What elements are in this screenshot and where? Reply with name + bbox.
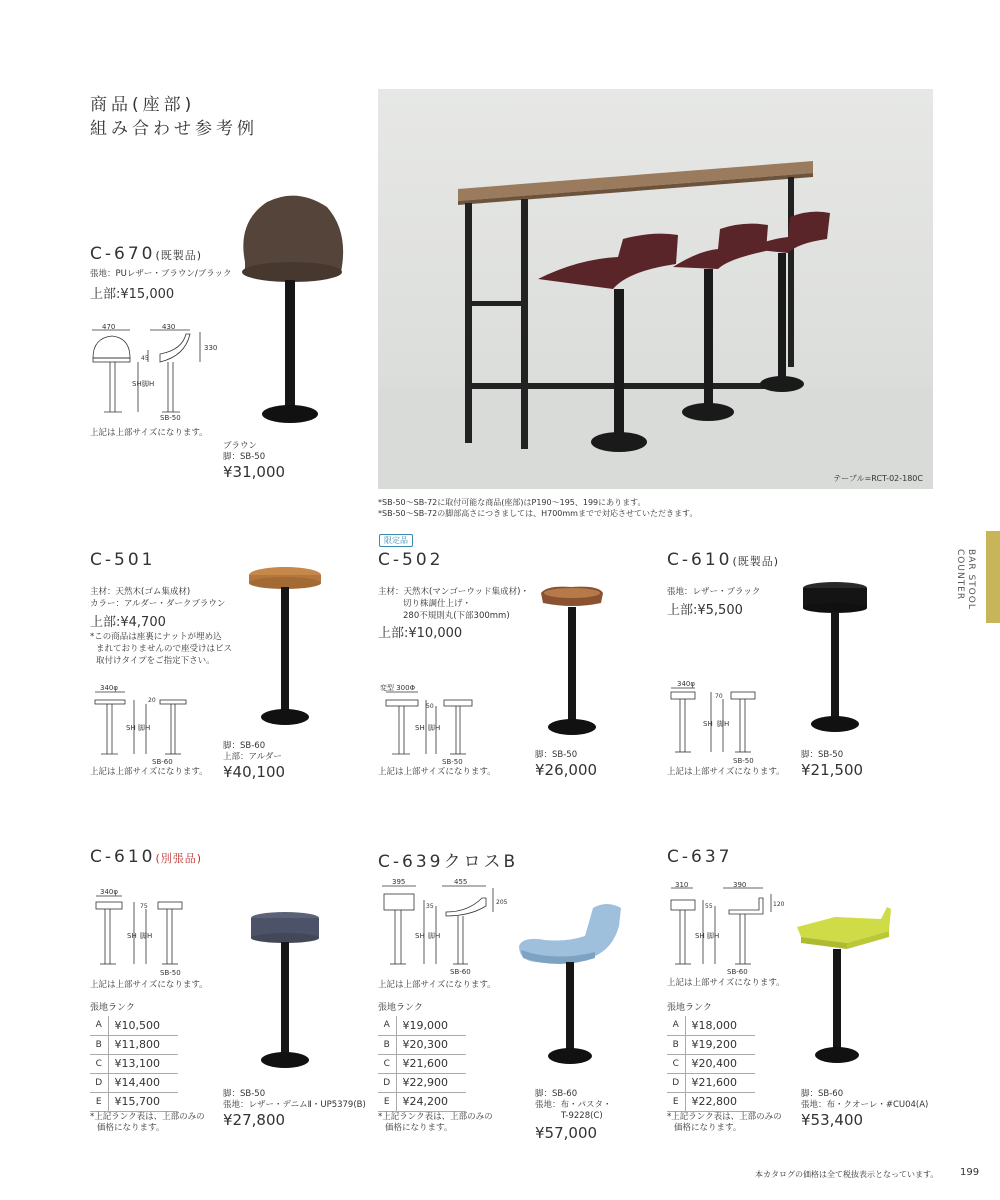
c610-dim-seat: 70 bbox=[715, 693, 723, 700]
c501-diagram-note: 上記は上部サイズになります。 bbox=[90, 767, 208, 777]
c637-product-image bbox=[795, 905, 895, 1079]
table-row: A ¥19,000 bbox=[378, 1016, 466, 1035]
c637-dim-w1: 310 bbox=[675, 881, 689, 889]
c610b-leg: 脚：SB-50 bbox=[223, 1089, 266, 1099]
c637-dim-seat: 55 bbox=[705, 903, 713, 910]
c501-dim-base: SB-60 bbox=[152, 758, 173, 765]
c610-diagram bbox=[667, 676, 767, 764]
c637-dim-h: 120 bbox=[773, 901, 785, 908]
c639-dim-sh: SH bbox=[415, 932, 425, 940]
c502-dim-leg: 脚H bbox=[428, 724, 441, 732]
footer-tax-note: 本カタログの価格は全て税抜表示となっています。 bbox=[755, 1170, 939, 1179]
c501-dim-sh: SH bbox=[126, 724, 136, 732]
c639-dim-base: SB-60 bbox=[450, 968, 471, 976]
c637-dim-sh: SH bbox=[695, 932, 705, 940]
c670-product-image bbox=[237, 192, 347, 436]
c639-dim-leg: 脚H bbox=[428, 932, 441, 940]
c637-fabric: 張地：布・クオーレ・#CU04(A) bbox=[801, 1100, 929, 1110]
c610b-product-image bbox=[247, 910, 323, 1082]
c637-rank-note-2: 価格になります。 bbox=[674, 1123, 742, 1133]
c501-dim-leg: 脚H bbox=[138, 724, 151, 732]
c610-dim-sh: SH bbox=[703, 720, 713, 728]
table-row: D ¥21,600 bbox=[667, 1073, 755, 1092]
c610-dim-leg: 脚H bbox=[717, 720, 730, 728]
c639-dim-seat: 35 bbox=[426, 903, 434, 910]
c610-leg: 脚：SB-50 bbox=[801, 750, 844, 760]
c501-total-price: ¥40,100 bbox=[223, 763, 286, 781]
table-row: B ¥19,200 bbox=[667, 1035, 755, 1054]
c501-color: カラー：アルダー・ダークブラウン bbox=[90, 599, 226, 609]
c501-model: C-501 bbox=[90, 550, 156, 570]
bar-counter-photo bbox=[378, 89, 933, 489]
c637-rank-title: 張地ランク bbox=[667, 1003, 712, 1013]
c670-diagram bbox=[90, 320, 220, 420]
c639-diagram bbox=[378, 876, 508, 976]
c610-model: C-610(既製品) bbox=[667, 550, 780, 570]
c637-dim-base: SB-60 bbox=[727, 968, 748, 975]
c670-total-price: ¥31,000 bbox=[223, 463, 286, 481]
c610-product-image bbox=[800, 580, 870, 744]
c502-upper-price: 上部:¥10,000 bbox=[378, 626, 463, 641]
c610-total-price: ¥21,500 bbox=[801, 761, 864, 779]
photo-note-1: *SB-50〜SB-72に取付可能な商品(座部)はP190〜195、199にあります。 bbox=[378, 498, 646, 507]
c501-material: 主材：天然木(ゴム集成材) bbox=[90, 587, 191, 597]
c502-dim-base: SB-50 bbox=[442, 758, 463, 765]
c639-rank-note-1: *上記ランク表は、上部のみの bbox=[378, 1112, 493, 1122]
c610b-rank-note-2: 価格になります。 bbox=[97, 1123, 165, 1133]
c501-leg: 脚：SB-60 bbox=[223, 741, 266, 751]
c610b-rank-table bbox=[90, 1016, 178, 1112]
c639-fabric: 張地：布・パスタ・ bbox=[535, 1100, 612, 1110]
c639-model: C-639クロスB bbox=[378, 852, 519, 872]
c670-diagram-note: 上記は上部サイズになります。 bbox=[90, 428, 208, 438]
c502-material-1: 主材：天然木(マンゴーウッド集成材)・ bbox=[378, 587, 529, 597]
c501-top: 上部：アルダー bbox=[223, 752, 282, 762]
c502-dim-w: 変型 300Φ bbox=[380, 684, 416, 692]
c670-dim-w1: 470 bbox=[102, 323, 116, 331]
c637-dim-w2: 390 bbox=[733, 881, 747, 889]
c610b-dim-w: 340φ bbox=[100, 888, 118, 896]
c501-dim-seat: 20 bbox=[148, 697, 156, 704]
c637-rank-table bbox=[667, 1016, 755, 1112]
c637-dim-leg: 脚H bbox=[707, 932, 720, 940]
c637-diagram-note: 上記は上部サイズになります。 bbox=[667, 978, 785, 988]
c670-color: ブラウン bbox=[223, 441, 258, 451]
c502-material-2: 切り株調仕上げ・ bbox=[403, 599, 472, 609]
section-tab bbox=[986, 531, 1000, 623]
c610b-rank-note-1: *上記ランク表は、上部のみの bbox=[90, 1112, 205, 1122]
table-row: C ¥21,600 bbox=[378, 1054, 466, 1073]
c502-product-image bbox=[537, 585, 607, 749]
table-row: E ¥24,200 bbox=[378, 1092, 466, 1111]
c670-dim-sh: SH bbox=[132, 380, 142, 388]
c502-leg: 脚：SB-50 bbox=[535, 750, 578, 760]
c502-total-price: ¥26,000 bbox=[535, 761, 598, 779]
photo-note-2: *SB-50〜SB-72の脚部高さにつきましては、H700mmまでで対応させていただきます。 bbox=[378, 509, 698, 518]
c501-dim-w: 340φ bbox=[100, 684, 118, 692]
c610b-dim-leg: 脚H bbox=[140, 932, 153, 940]
table-row: E ¥22,800 bbox=[667, 1092, 755, 1111]
c639-diagram-note: 上記は上部サイズになります。 bbox=[378, 980, 496, 990]
c637-model: C-637 bbox=[667, 847, 733, 867]
c502-diagram-note: 上記は上部サイズになります。 bbox=[378, 767, 496, 777]
table-row: B ¥11,800 bbox=[90, 1035, 178, 1054]
page-title-line2: 組み合わせ参考例 bbox=[90, 119, 258, 139]
c670-dim-w2: 430 bbox=[162, 323, 176, 331]
c639-total-price: ¥57,000 bbox=[535, 1124, 598, 1142]
c610-diagram-note: 上記は上部サイズになります。 bbox=[667, 767, 785, 777]
c637-diagram bbox=[667, 880, 787, 975]
c501-note-3: 取付けタイプをご指定下さい。 bbox=[96, 656, 215, 666]
page-number: 199 bbox=[960, 1167, 980, 1178]
table-row: C ¥13,100 bbox=[90, 1054, 178, 1073]
table-row: D ¥14,400 bbox=[90, 1073, 178, 1092]
c610b-fabric: 張地：レザー・デニムⅡ・UP5379(B) bbox=[223, 1100, 366, 1110]
limited-badge: 限定品 bbox=[379, 534, 413, 547]
c610b-dim-base: SB-50 bbox=[160, 969, 181, 976]
c639-fabric-code: T-9228(C) bbox=[561, 1111, 603, 1121]
c670-model: C-670(既製品) bbox=[90, 244, 203, 264]
c501-note-1: *この商品は座裏にナットが埋め込 bbox=[90, 632, 222, 642]
c670-dim-h: 330 bbox=[204, 344, 218, 352]
section-tab-label: BAR STOOL COUNTER bbox=[955, 549, 976, 610]
c610b-dim-seat: 75 bbox=[140, 903, 148, 910]
c610-dim-base: SB-50 bbox=[733, 757, 754, 764]
c670-leg: 脚：SB-50 bbox=[223, 452, 266, 462]
c501-diagram bbox=[90, 680, 190, 765]
c670-fabric: 張地：PUレザー・ブラウン/ブラック bbox=[90, 269, 232, 279]
c501-upper-price: 上部:¥4,700 bbox=[90, 615, 166, 630]
table-row: D ¥22,900 bbox=[378, 1073, 466, 1092]
c610b-model: C-610(別張品) bbox=[90, 847, 203, 867]
c610b-dim-sh: SH bbox=[127, 932, 137, 940]
c502-dim-sh: SH bbox=[415, 724, 425, 732]
c637-rank-note-1: *上記ランク表は、上部のみの bbox=[667, 1112, 782, 1122]
table-row: C ¥20,400 bbox=[667, 1054, 755, 1073]
c502-model: C-502 bbox=[378, 550, 444, 570]
c610b-diagram-note: 上記は上部サイズになります。 bbox=[90, 980, 208, 990]
c670-dim-seat: 45 bbox=[141, 355, 149, 362]
c610b-rank-title: 張地ランク bbox=[90, 1003, 135, 1013]
c502-material-3: 280不規則丸(下部300mm) bbox=[403, 611, 510, 621]
c637-leg: 脚：SB-60 bbox=[801, 1089, 844, 1099]
c670-dim-leg: 脚H bbox=[142, 380, 155, 388]
c502-diagram bbox=[378, 680, 478, 765]
c639-dim-w1: 395 bbox=[392, 878, 406, 886]
c639-leg: 脚：SB-60 bbox=[535, 1089, 578, 1099]
table-row: A ¥18,000 bbox=[667, 1016, 755, 1035]
c637-total-price: ¥53,400 bbox=[801, 1111, 864, 1129]
c639-rank-table bbox=[378, 1016, 466, 1112]
page-title-line1: 商品(座部) bbox=[90, 95, 196, 115]
c639-dim-w2: 455 bbox=[454, 878, 468, 886]
c639-dim-h: 205 bbox=[496, 899, 508, 906]
table-row: A ¥10,500 bbox=[90, 1016, 178, 1035]
c639-product-image bbox=[515, 900, 625, 1079]
c639-rank-title: 張地ランク bbox=[378, 1003, 423, 1013]
c501-note-2: まれておりませんので座受けはビス bbox=[96, 644, 233, 654]
c610b-total-price: ¥27,800 bbox=[223, 1111, 286, 1129]
c502-dim-seat: 50 bbox=[426, 703, 434, 710]
photo-caption: テーブル=RCT-02-180C bbox=[833, 474, 923, 483]
table-row: E ¥15,700 bbox=[90, 1092, 178, 1111]
c610b-diagram bbox=[90, 886, 190, 976]
c610-dim-w: 340φ bbox=[677, 680, 695, 688]
table-row: B ¥20,300 bbox=[378, 1035, 466, 1054]
c670-upper-price: 上部:¥15,000 bbox=[90, 287, 175, 302]
c610-fabric: 張地：レザー・ブラック bbox=[667, 587, 761, 597]
c639-rank-note-2: 価格になります。 bbox=[385, 1123, 453, 1133]
c670-dim-base: SB-50 bbox=[160, 414, 181, 420]
c501-product-image bbox=[245, 565, 325, 739]
c610-upper-price: 上部:¥5,500 bbox=[667, 603, 743, 618]
